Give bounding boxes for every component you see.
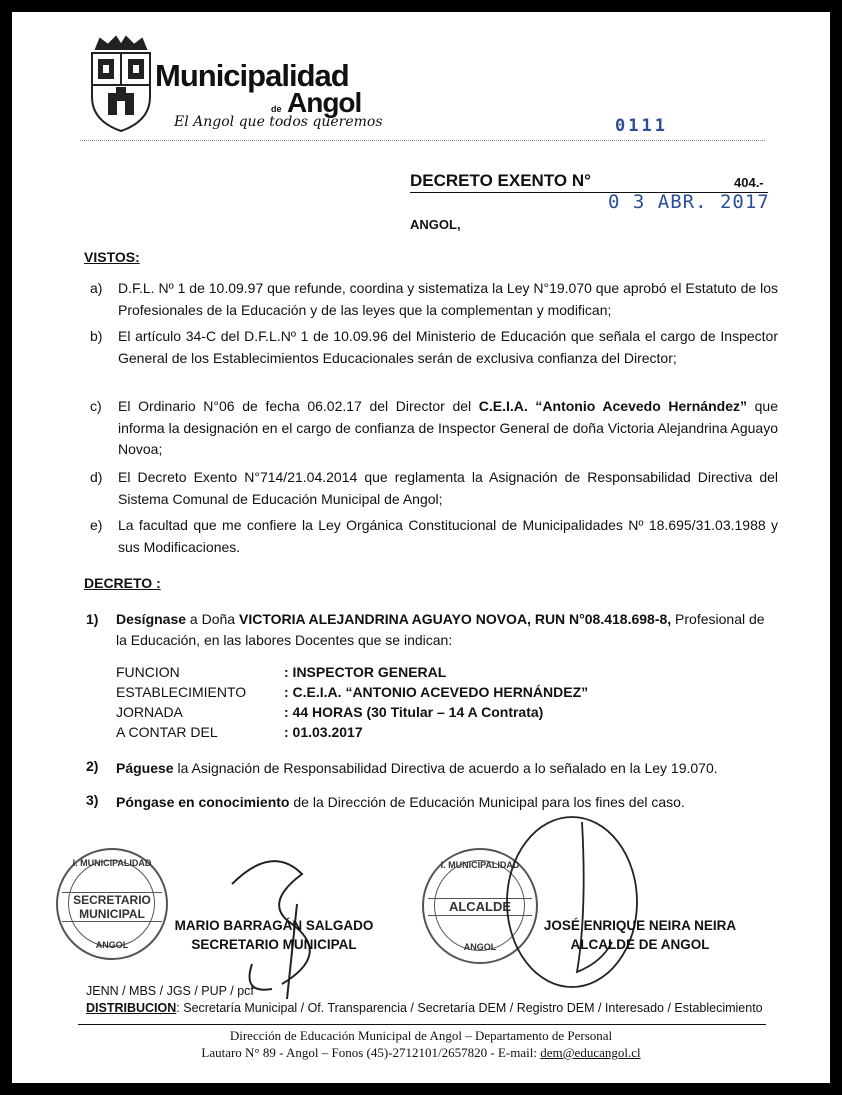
slogan: El Angol que todos queremos: [174, 114, 383, 130]
footer-department: Dirección de Educación Municipal de Angol – Departamento de Personal: [229, 1028, 613, 1043]
mayor-role: ALCALDE DE ANGOL: [570, 937, 710, 952]
secretary-name: MARIO BARRAGÁN SALGADO: [174, 918, 374, 933]
vistos-item-e: [90, 515, 778, 558]
paragraph-number: 2): [86, 758, 99, 774]
decreto-paragraph-2: Páguese la Asignación de Responsabilidad Directiva de acuerdo a lo señalado en la Ley 19.070.: [116, 760, 718, 776]
brand-de: de: [271, 104, 282, 114]
footer-contact: Lautaro N° 89 - Angol – Fonos (45)-2712101/2657820 - E-mail: dem@educangol.cl: [201, 1045, 641, 1060]
detail-row-a-contar: A CONTAR DEL : 01.03.2017: [116, 724, 363, 740]
paragraph-number: 1): [86, 611, 99, 627]
ceia-name: C.E.I.A. “Antonio Acevedo Hernández”: [478, 398, 747, 414]
item-text: El Ordinario N°06 de fecha 06.02.17 del Director del C.E.I.A. “Antonio Acevedo Hernández” que informa la designación en el cargo de confianza de Inspector General de doña Victoria Alejandrina Aguayo Novoa;: [118, 398, 778, 457]
decree-number: 404.-: [734, 175, 764, 190]
decree-title: DECRETO EXENTO N°: [410, 171, 591, 190]
footer-email[interactable]: dem@educangol.cl: [540, 1045, 641, 1060]
city-line: ANGOL,: [410, 217, 461, 232]
decreto-paragraph-3: Póngase en conocimiento de la Dirección de Educación Municipal para los fines del caso.: [116, 794, 685, 810]
item-label: a): [90, 280, 103, 296]
decreto-paragraph-1: Desígnase a Doña VICTORIA ALEJANDRINA AGUAYO NOVOA, RUN N°08.418.698-8, Profesional de la Educación, en las labores Docentes que se indican:: [116, 611, 765, 648]
decreto-heading: DECRETO :: [84, 575, 161, 591]
detail-row-establecimiento: ESTABLECIMIENTO : C.E.I.A. “ANTONIO ACEVEDO HERNÁNDEZ”: [116, 684, 589, 700]
item-text: La facultad que me confiere la Ley Orgánica Constitucional de Municipalidades Nº 18.695/31.03.1988 y sus Modificaciones.: [118, 517, 778, 555]
item-label: c): [90, 398, 102, 414]
secretary-seal: I. MUNICIPALIDAD SECRETARIO MUNICIPAL ANGOL: [56, 848, 168, 960]
brand-angol: Angol: [287, 87, 362, 118]
item-label: b): [90, 328, 103, 344]
header-divider: [80, 140, 765, 141]
date-stamp: 0 3 ABR. 2017: [608, 191, 770, 213]
registration-stamp: 0111: [615, 116, 668, 136]
detail-row-jornada: JORNADA : 44 HORAS (30 Titular – 14 A Contrata): [116, 704, 544, 720]
item-label: e): [90, 517, 103, 533]
vistos-heading: VISTOS:: [84, 249, 140, 265]
item-text: D.F.L. Nº 1 de 10.09.97 que refunde, coordina y sistematiza la Ley N°19.070 que aprobó el Estatuto de los Profesionales de la Educación y de las leyes que la complementan y modifican;: [118, 280, 778, 318]
mayor-signature: [502, 792, 652, 992]
vistos-item-b: [90, 326, 778, 369]
mayor-seal: I. MUNICIPALIDAD ALCALDE ANGOL: [422, 848, 538, 964]
initials-line: JENN / MBS / JGS / PUP / pcf: [86, 984, 254, 998]
vistos-item-a: [90, 278, 778, 321]
coat-of-arms-logo: [86, 35, 156, 135]
secretary-role: SECRETARIO MUNICIPAL: [191, 937, 357, 952]
mayor-name: JOSÉ ENRIQUE NEIRA NEIRA: [543, 918, 737, 933]
detail-row-funcion: FUNCION : INSPECTOR GENERAL: [116, 664, 447, 680]
paragraph-number: 3): [86, 792, 99, 808]
footer-divider: [78, 1024, 766, 1025]
distribution-line: DISTRIBUCION: Secretaría Municipal / Of. Transparencia / Secretaría DEM / Registro DEM / Interesado / Establecimiento: [86, 1001, 763, 1015]
item-text: El artículo 34-C del D.F.L.Nº 1 de 10.09.96 del Ministerio de Educación que señala el cargo de Inspector General de los Establecimientos Educacionales serán de exclusiva confianza del Director;: [118, 328, 778, 366]
item-text: El Decreto Exento N°714/21.04.2014 que reglamenta la Asignación de Responsabilidad Directiva del Sistema Comunal de Educación Municipal de Angol;: [118, 469, 778, 507]
document-page: [12, 12, 830, 1083]
brand-municipalidad: Municipalidad: [155, 58, 349, 93]
item-label: d): [90, 469, 103, 485]
vistos-item-c: [90, 396, 778, 461]
vistos-item-d: [90, 467, 778, 510]
